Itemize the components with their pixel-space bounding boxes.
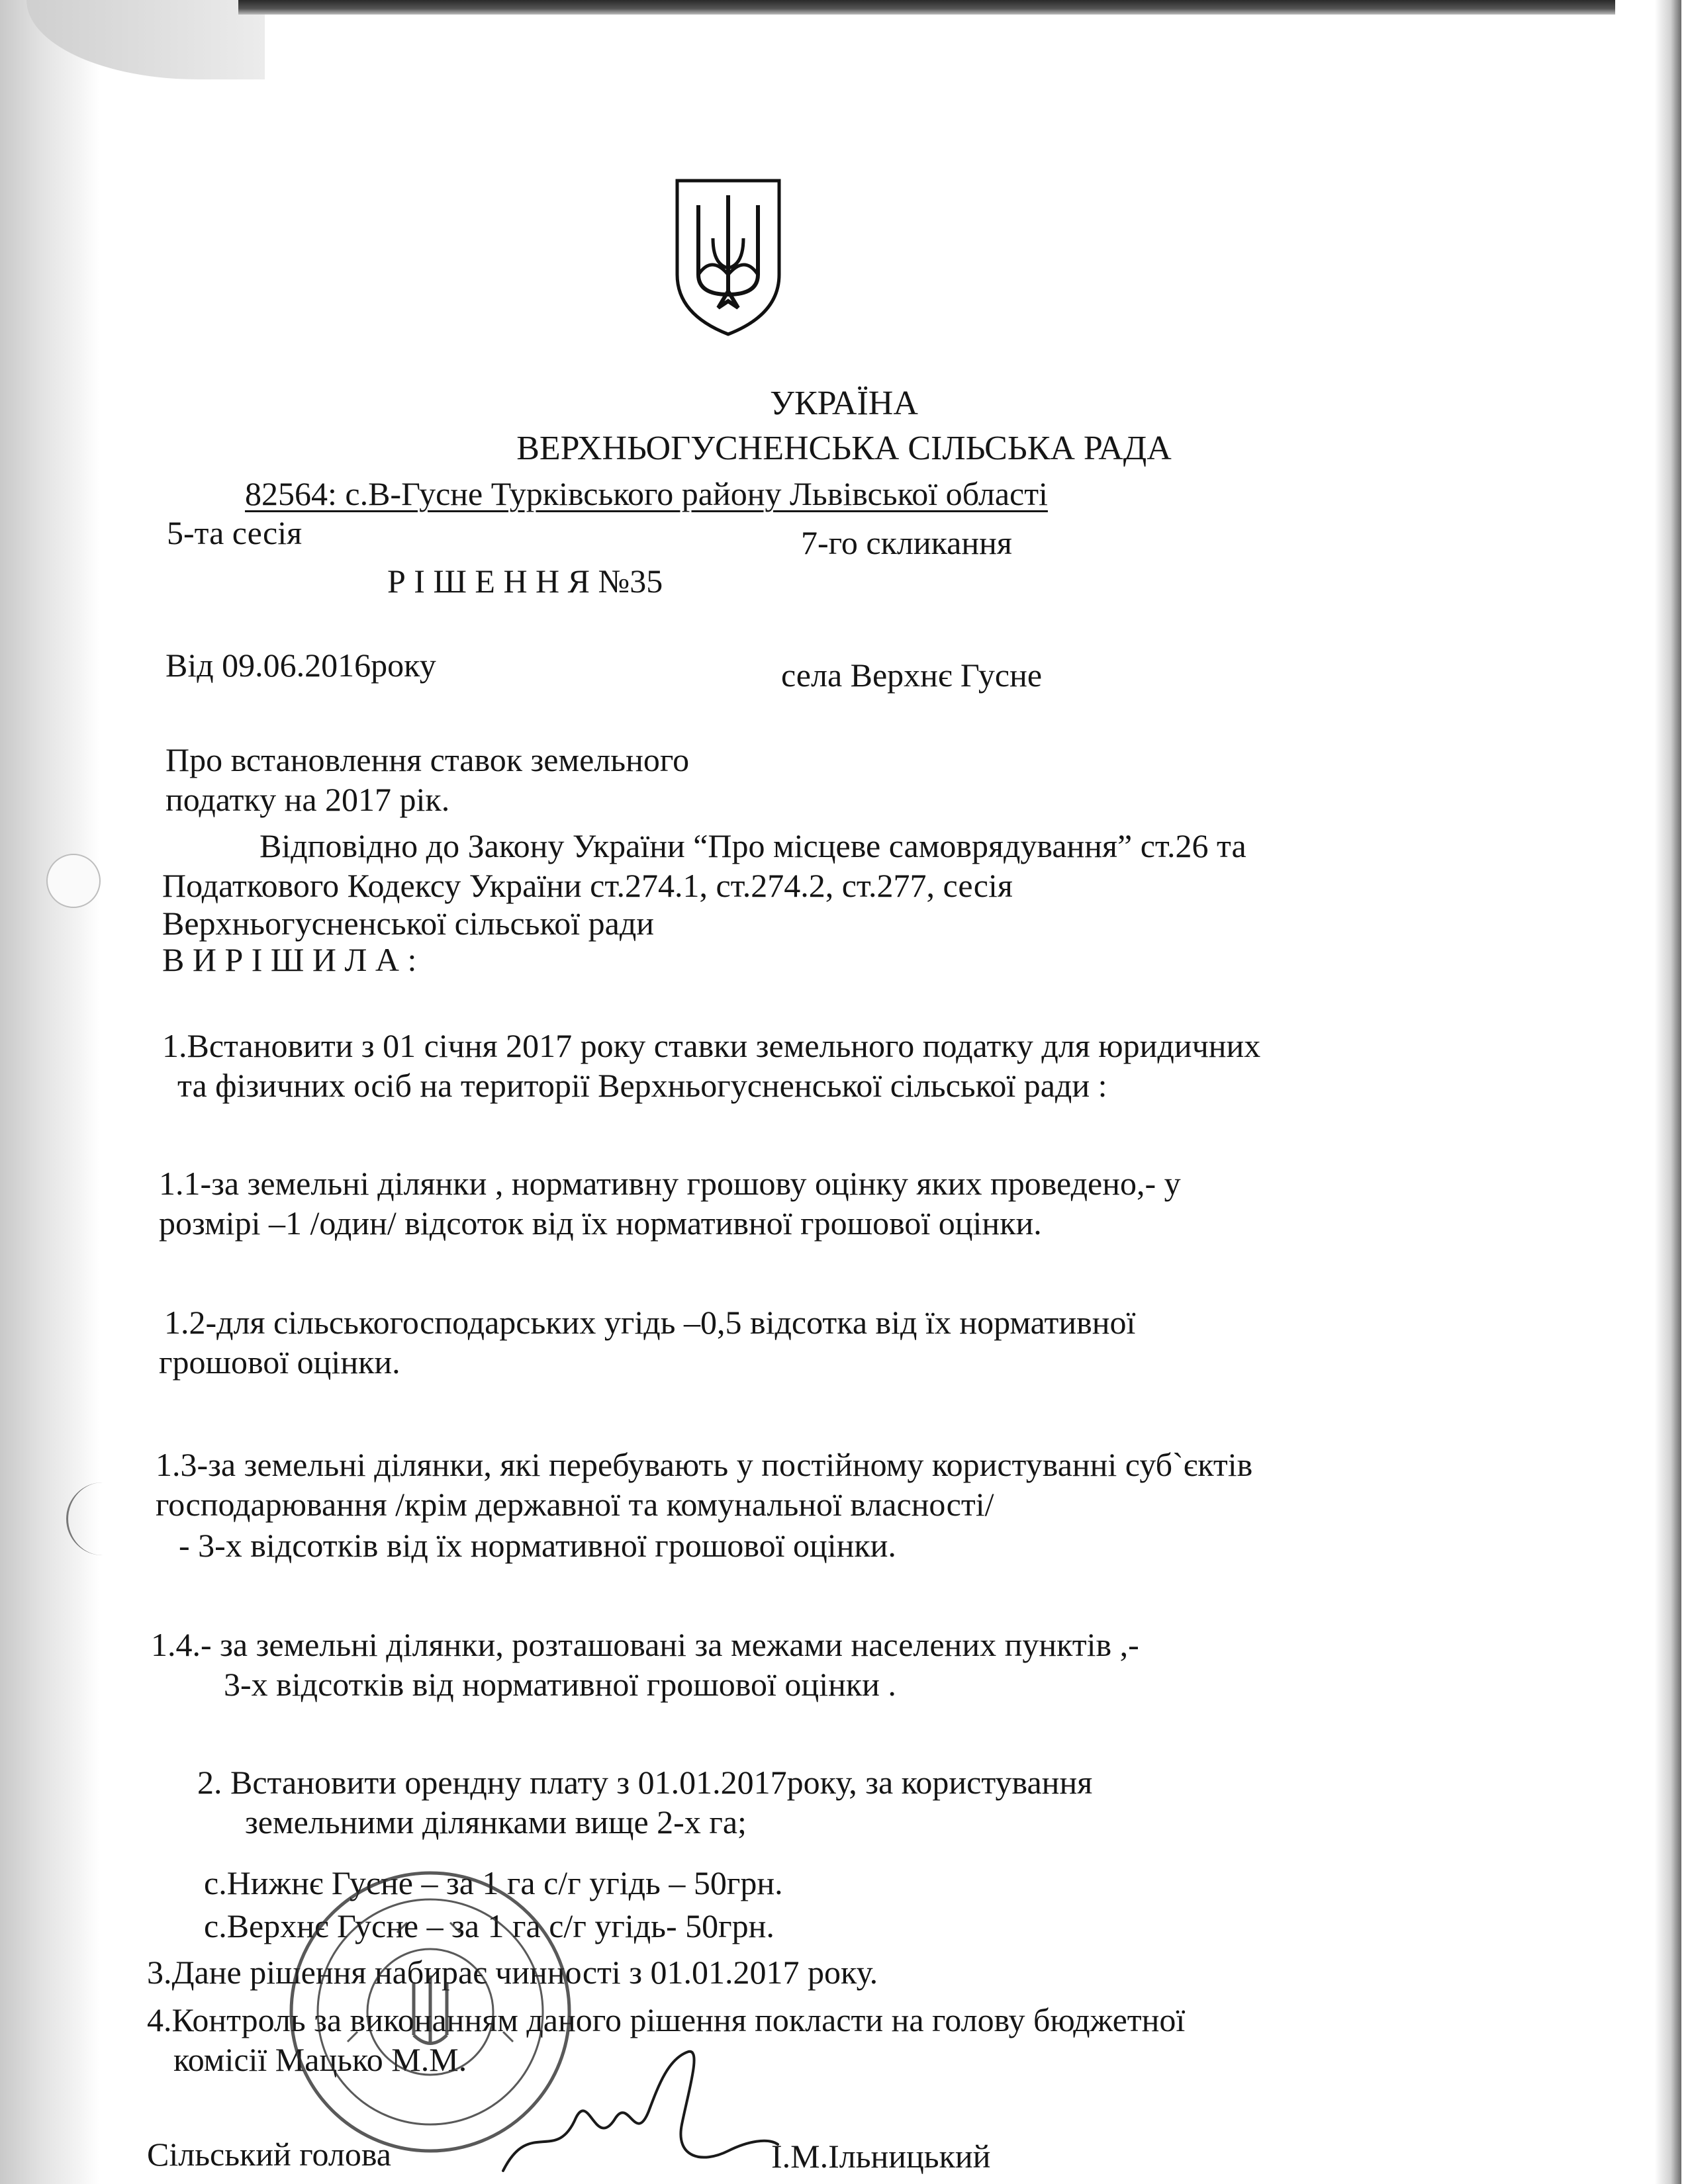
subject-line: податку на 2017 рік.	[165, 781, 450, 818]
item-1-2: грошової оцінки.	[159, 1343, 400, 1381]
item-4: 4.Контроль за виконанням даного рішення покласти на голову бюджетної	[147, 2001, 1186, 2038]
scan-shadow-left	[0, 0, 99, 2184]
item-1-3: 1.3-за земельні ділянки, які перебувають у постійному користуванні суб`єктів	[156, 1446, 1253, 1483]
scan-shadow-top	[238, 0, 1615, 15]
item-1-3: господарювання /крім державної та комунальної власності/	[156, 1486, 994, 1523]
subject-line: Про встановлення ставок земельного	[165, 741, 690, 778]
header-country: УКРАЇНА	[770, 385, 918, 422]
item-1-4: 1.4.- за земельні ділянки, розташовані за межами населених пунктів ,-	[151, 1626, 1139, 1663]
header-council: ВЕРХНЬОГУСНЕНСЬКА СІЛЬСЬКА РАДА	[516, 430, 1172, 467]
signature-icon	[490, 2038, 781, 2184]
item-1: 1.Встановити з 01 січня 2017 року ставки земельного податку для юридичних	[162, 1027, 1261, 1064]
item-2: земельними ділянками вище 2-х га;	[245, 1803, 747, 1841]
header-address: 82564: с.В-Гусне Турківського району Львівської області	[245, 475, 1048, 512]
decided-label: В И Р І Ш И Л А :	[162, 941, 417, 978]
item-2: с.Верхнє Гусне – за 1 га с/г угідь- 50грн.	[204, 1907, 774, 1944]
item-1-4: 3-х відсотків від нормативної грошової оцінки .	[224, 1666, 896, 1703]
item-3: 3.Дане рішення набирає чинності з 01.01.2017 року.	[147, 1954, 878, 1991]
session-label: 5-та сесія	[167, 514, 303, 551]
item-1: та фізичних осіб на території Верхньогусненської сільської ради :	[177, 1067, 1107, 1104]
item-2: 2. Встановити орендну плату з 01.01.2017року, за користування	[197, 1764, 1093, 1801]
punch-hole	[46, 854, 101, 908]
item-1-1: 1.1-за земельні ділянки , нормативну грошову оцінку яких проведено,- у	[159, 1165, 1181, 1202]
decision-place: села Верхнє Гусне	[781, 657, 1043, 694]
preamble-line: Верхньогусненської сільської ради	[162, 905, 655, 942]
convocation-label: 7-го скликання	[801, 524, 1012, 561]
item-1-2: 1.2-для сільськогосподарських угідь –0,5 відсотка від їх нормативної	[164, 1304, 1136, 1341]
item-1-3: - 3-х відсотків від їх нормативної грошової оцінки.	[179, 1527, 896, 1564]
scan-shadow-right	[1655, 0, 1681, 2184]
item-4: комісії Мацько М.М.	[173, 2041, 467, 2078]
signatory-position: Сільський голова	[147, 2136, 391, 2173]
decision-title: Р І Ш Е Н Н Я №35	[387, 563, 663, 600]
preamble-line: Відповідно до Закону України “Про місцеве самоврядування” ст.26 та	[259, 827, 1246, 864]
trident-emblem-icon	[672, 175, 784, 338]
item-1-1: розмірі –1 /один/ відсоток від їх нормативної грошової оцінки.	[159, 1205, 1042, 1242]
decision-date: Від 09.06.2016року	[165, 647, 436, 684]
preamble-line: Податкового Кодексу України ст.274.1, ст.274.2, ст.277, сесія	[162, 867, 1013, 904]
signatory-name: І.М.Ільницький	[771, 2138, 991, 2175]
item-2: с.Нижнє Гусне – за 1 га с/г угідь – 50грн.	[204, 1864, 783, 1901]
